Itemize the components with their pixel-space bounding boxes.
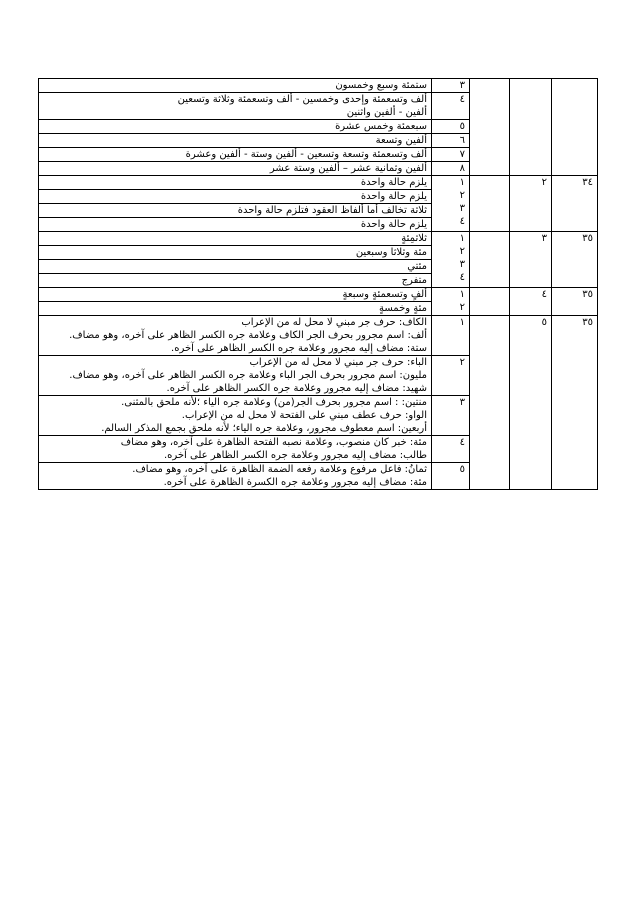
item-number-cell — [432, 232, 470, 288]
answer-cell — [39, 79, 432, 93]
blank-cell — [470, 288, 510, 316]
answer-line: طالب: مضاف إليه مجرور وعلامة جره الكسر الظاهر على آخره. — [163, 450, 427, 461]
item-number: ٨ — [459, 163, 465, 174]
item-number-cell — [432, 93, 470, 120]
answers-table-body — [39, 79, 598, 490]
answer-line: ألفين وتسعة — [375, 135, 427, 146]
item-number: ٧ — [459, 149, 465, 160]
item-number: ١ — [459, 177, 465, 188]
item-number-cell — [432, 79, 470, 93]
item-number: ٢ — [459, 302, 465, 313]
answer-line: ألفٍ وتسعمئةٍ وسبعةٍ — [342, 289, 427, 300]
question-number-cell: ٣٥ — [552, 288, 598, 316]
blank-cell — [470, 316, 510, 490]
blank-cell — [470, 79, 510, 176]
answer-line: منتين: : اسم مجرور بحرف الجر(من) وعلامة جره الياء ؛لأنه ملحق بالمثنى. — [121, 397, 427, 408]
answer-line: يلزم حالة واحدة — [39, 189, 431, 203]
answer-cell — [39, 356, 432, 396]
question-number-cell: ٣٤ — [552, 176, 598, 232]
answers-table — [38, 78, 598, 490]
table-row — [39, 316, 598, 356]
part-number-cell: ٢ — [510, 176, 552, 232]
table-row — [39, 288, 598, 316]
answer-line: الواو: حرف عطف مبني على الفتحة لا محل له من الإعراب. — [181, 410, 427, 421]
item-number: ٤ — [459, 216, 465, 227]
answer-line: سبعمئة وخمس عشرة — [335, 121, 427, 132]
answer-line: متفرج — [39, 273, 431, 287]
item-number: ١ — [459, 233, 465, 244]
item-number-cell — [432, 396, 470, 436]
item-number-cell — [432, 148, 470, 162]
answer-line: ألفين وثمانية عشر – ألفين وستة عشر — [269, 163, 427, 174]
answer-line: شهيد: مضاف إليه مجرور وعلامة جره الكسر الظاهر على آخره. — [166, 383, 427, 394]
answer-line: الكاف: حرف جر مبني لا محل له من الإعراب — [241, 317, 427, 328]
item-number: ١ — [459, 289, 465, 300]
item-number-cell — [432, 436, 470, 463]
answer-cell — [39, 120, 432, 134]
item-number-cell — [432, 463, 470, 490]
part-number-cell: ٣ — [510, 232, 552, 288]
item-number: ٥ — [459, 464, 465, 475]
item-number: ٤ — [459, 437, 465, 448]
answer-cell — [39, 148, 432, 162]
answer-line: ألفين - ألفين واثنين — [346, 107, 427, 118]
blank-cell — [470, 232, 510, 288]
answer-cell — [39, 176, 432, 232]
answer-line: مئة: خبر كان منصوب، وعلامة نصبه الفتحة الظاهرة على آخره، وهو مضاف — [120, 437, 427, 448]
answer-line: ستة: مضاف إليه مجرور وعلامة جره الكسر الظاهر على آخره. — [171, 343, 427, 354]
item-number-cell — [432, 356, 470, 396]
item-number: ٣ — [459, 203, 465, 214]
answer-cell — [39, 463, 432, 490]
answer-line: ستمئة وسبع وخمسون — [335, 80, 427, 91]
table-row — [39, 176, 598, 232]
answer-cell — [39, 93, 432, 120]
answer-cell — [39, 288, 432, 316]
item-number-cell — [432, 288, 470, 316]
answer-cell — [39, 316, 432, 356]
answer-line: مئتي — [39, 259, 431, 273]
answer-line: يلزم حالة واحدة — [39, 217, 431, 231]
item-number: ٥ — [459, 121, 465, 132]
table-row — [39, 79, 598, 93]
item-number-cell — [432, 316, 470, 356]
part-number-cell: ٥ — [510, 316, 552, 490]
item-number: ٤ — [459, 272, 465, 283]
answer-line: ألف وتسعمئة وتسعة وتسعين - ألفين وستة - ألفين وعشرة — [185, 149, 427, 160]
answer-line: أربعين: اسم معطوف مجرور، وعلامة جره الياء؛ لأنه ملحق بجمع المذكر السالم. — [101, 423, 427, 434]
item-number: ٣ — [459, 80, 465, 91]
answer-line: مئة وثلاثا وسبعين — [39, 245, 431, 259]
item-number-cell — [432, 162, 470, 176]
answer-line: ألف وتسعمئة وإحدى وخمسين - ألف وتسعمئة وثلاثة وتسعين — [177, 94, 427, 105]
question-number-cell: ٣٥ — [552, 316, 598, 490]
part-number-cell: ٤ — [510, 288, 552, 316]
answer-line: يلزم حالة واحدة — [360, 177, 427, 188]
answer-line: ثلاثمِئةٍ — [401, 233, 427, 244]
item-number: ٤ — [459, 94, 465, 105]
item-number: ٢ — [459, 246, 465, 257]
item-number: ٢ — [459, 357, 465, 368]
question-number-cell: ٣٥ — [552, 232, 598, 288]
item-number-cell — [432, 120, 470, 134]
answer-line: مئةٍ وخمسةٍ — [39, 301, 431, 315]
answer-line: مليون: اسم مجرور بحرف الجر الباء وعلامة جره الكسر الظاهر على آخره، وهو مضاف. — [69, 370, 427, 381]
part-number-cell — [510, 79, 552, 176]
item-number: ٦ — [459, 135, 465, 146]
answer-cell — [39, 396, 432, 436]
answer-line: ألف: اسم مجرور بحرف الجر الكاف وعلامة جره الكسر الظاهر على آخره، وهو مضاف. — [69, 330, 427, 341]
answer-line: ثمانُ: فاعل مرفوع وعلامة رفعه الضمة الظاهرة على آخره، وهو مضاف. — [132, 464, 427, 475]
answer-line: ثلاثة تخالف أما ألفاظ العقود فتلزم حالة واحدة — [39, 203, 431, 217]
answer-cell — [39, 162, 432, 176]
answer-cell — [39, 134, 432, 148]
table-row — [39, 232, 598, 288]
answer-line: مئة: مضاف إليه مجرور وعلامة جره الكسرة الظاهرة على آخره. — [163, 477, 427, 488]
answer-line: الباء: حرف جر مبني لا محل له من الإعراب — [249, 357, 427, 368]
item-number-cell — [432, 134, 470, 148]
item-number: ٣ — [459, 259, 465, 270]
question-number-cell — [552, 79, 598, 176]
item-number: ١ — [459, 317, 465, 328]
answer-cell — [39, 436, 432, 463]
item-number: ٢ — [459, 190, 465, 201]
blank-cell — [470, 176, 510, 232]
answer-cell — [39, 232, 432, 288]
item-number-cell — [432, 176, 470, 232]
item-number: ٣ — [459, 397, 465, 408]
